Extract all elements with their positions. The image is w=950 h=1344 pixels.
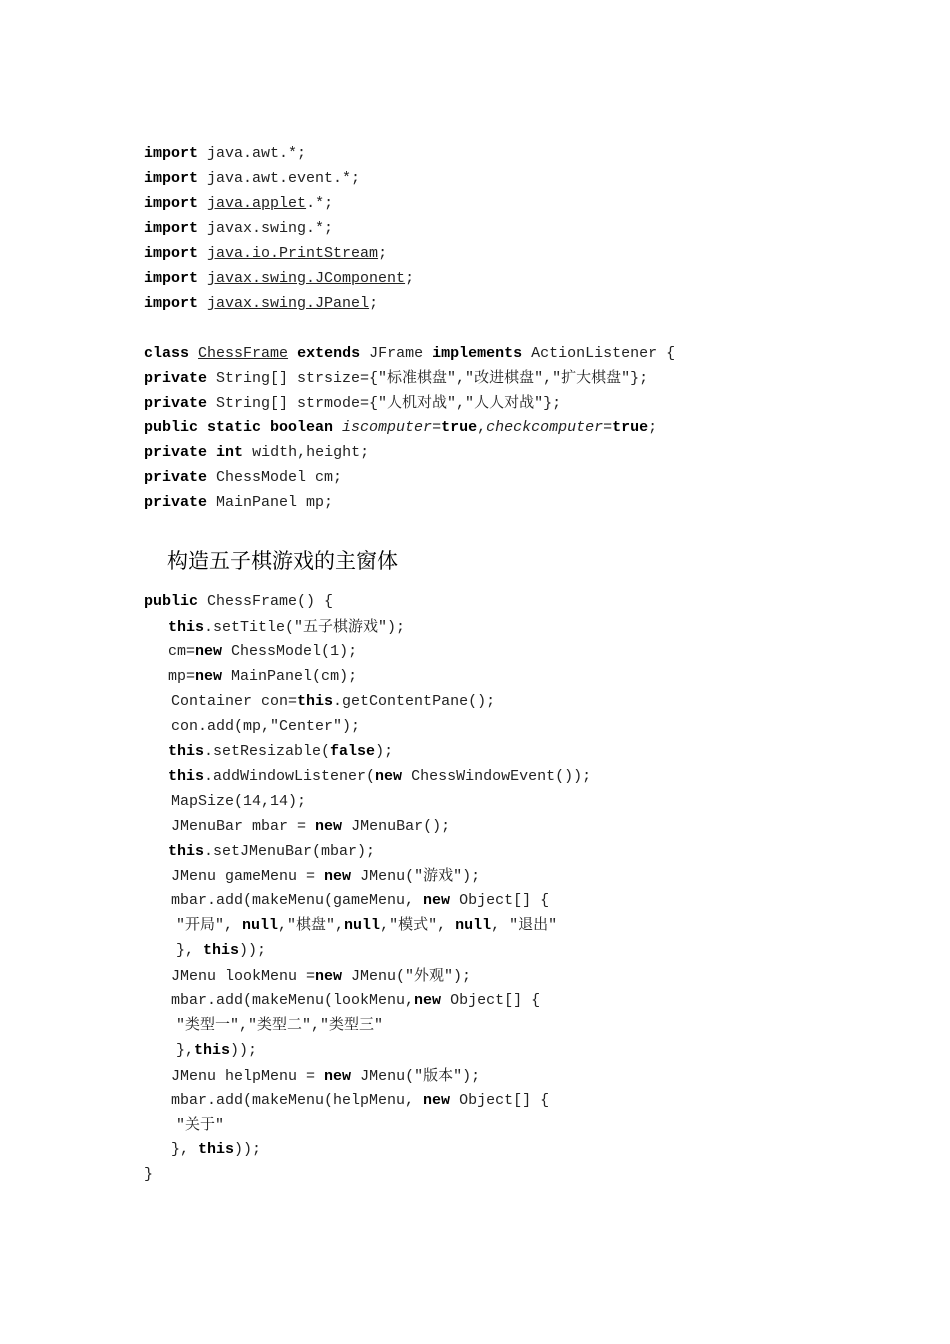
code-line: private int width,height; (144, 444, 370, 461)
code-line: JMenu lookMenu =new JMenu("外观"); (171, 968, 472, 985)
code-line: mbar.add(makeMenu(gameMenu, new Object[] { (171, 892, 550, 909)
code-line: import javax.swing.*; (144, 220, 334, 237)
code-line: import javax.swing.JPanel; (144, 295, 379, 312)
code-line: "关于" (176, 1117, 225, 1134)
code-line: private MainPanel mp; (144, 494, 334, 511)
code-line: con.add(mp,"Center"); (171, 718, 361, 735)
code-line: }, this)); (171, 1141, 262, 1158)
code-line: "开局", null,"棋盘",null,"模式", null, "退出" (176, 917, 558, 934)
code-line: } (144, 1166, 154, 1183)
code-line: MapSize(14,14); (171, 793, 307, 810)
code-line: import java.awt.*; (144, 145, 307, 162)
code-line: private ChessModel cm; (144, 469, 343, 486)
code-line: private String[] strsize={"标准棋盘","改进棋盘","扩大棋盘"}; (144, 370, 649, 387)
code-line: Container con=this.getContentPane(); (171, 693, 496, 710)
code-line: import javax.swing.JComponent; (144, 270, 415, 287)
code-line: public ChessFrame() { (144, 593, 334, 610)
code-line: JMenu gameMenu = new JMenu("游戏"); (171, 868, 481, 885)
code-line: import java.awt.event.*; (144, 170, 361, 187)
code-line: mp=new MainPanel(cm); (168, 668, 358, 685)
code-line: mbar.add(makeMenu(helpMenu, new Object[] { (171, 1092, 550, 1109)
code-line: JMenu helpMenu = new JMenu("版本"); (171, 1068, 481, 1085)
code-line: public static boolean iscomputer=true,checkcomputer=true; (144, 419, 658, 436)
code-line: import java.applet.*; (144, 195, 334, 212)
code-line: private String[] strmode={"人机对战","人人对战"}; (144, 395, 562, 412)
code-line: this.setResizable(false); (168, 743, 394, 760)
code-line: "类型一","类型二","类型三" (176, 1017, 384, 1034)
code-line: this.setTitle("五子棋游戏"); (168, 619, 406, 636)
section-heading: 构造五子棋游戏的主窗体 (167, 549, 398, 573)
code-line: mbar.add(makeMenu(lookMenu,new Object[] { (171, 992, 541, 1009)
class-declaration: class ChessFrame extends JFrame implements ActionListener { (144, 345, 676, 362)
code-line: JMenuBar mbar = new JMenuBar(); (171, 818, 451, 835)
code-line: cm=new ChessModel(1); (168, 643, 358, 660)
code-line: this.setJMenuBar(mbar); (168, 843, 376, 860)
code-line: import java.io.PrintStream; (144, 245, 388, 262)
code-line: }, this)); (176, 942, 267, 959)
code-line: this.addWindowListener(new ChessWindowEvent()); (168, 768, 592, 785)
code-line: },this)); (176, 1042, 258, 1059)
